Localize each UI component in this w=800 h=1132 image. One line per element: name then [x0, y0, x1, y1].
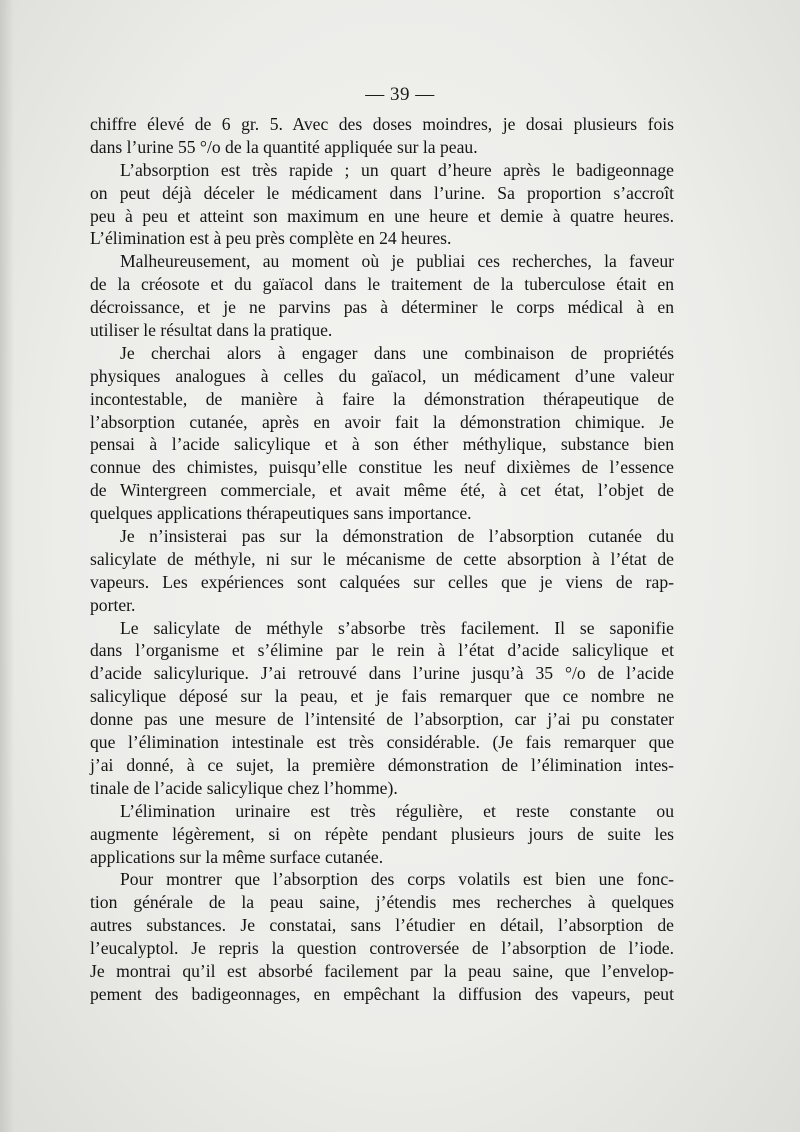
text-line: L’élimination est à peu près complète en 24 heures.	[90, 228, 452, 249]
text-line: Malheureusement, au moment où je publiai ces recherches, la faveur	[120, 251, 674, 272]
text-line: Je n’insisterai pas sur la démonstration de l’absorption cutanée du	[120, 526, 674, 547]
text-line: Je cherchai alors à engager dans une combinaison de propriétés	[120, 342, 674, 363]
text-line: tinale de l’acide salicylique chez l’homme).	[90, 777, 398, 798]
text-line: applications sur la même surface cutanée.	[90, 846, 384, 867]
text-line: physiques analogues à celles du gaïacol, un médicament d’une valeur	[90, 365, 674, 386]
text-line: L’absorption est très rapide ; un quart d’heure après le badigeonnage	[120, 159, 674, 180]
text-line: augmente légèrement, si on répète pendant plusieurs jours de suite les	[90, 823, 674, 844]
text-line: porter.	[90, 594, 136, 615]
text-line: incontestable, de manière à faire la démonstration thérapeutique de	[90, 388, 674, 409]
text-line: tion générale de la peau saine, j’étendis mes recherches à quelques	[90, 892, 674, 913]
text-line: décroissance, et je ne parvins pas à déterminer le corps médical à en	[90, 297, 674, 318]
body-text	[90, 113, 674, 1006]
text-line: que l’élimination intestinale est très considérable. (Je fais remarquer que	[90, 732, 674, 753]
text-line: dans l’urine 55 °/o de la quantité appliquée sur la peau.	[90, 136, 478, 157]
page-number: — 39 —	[365, 84, 435, 105]
text-line: donne pas une mesure de l’intensité de l’absorption, car j’ai pu constater	[90, 709, 674, 730]
text-line: L’élimination urinaire est très régulière, et reste constante ou	[120, 800, 674, 821]
text-line: Le salicylate de méthyle s’absorbe très facilement. Il se saponifie	[120, 617, 674, 638]
page-edge-shadow	[0, 0, 14, 1132]
text-line: de la créosote et du gaïacol dans le traitement de la tuberculose était en	[90, 274, 674, 295]
text-line: Je montrai qu’il est absorbé facilement par la peau saine, que l’envelop-	[90, 960, 674, 981]
text-line: pement des badigeonnages, en empêchant la diffusion des vapeurs, peut	[90, 983, 674, 1004]
text-line: salicylate de méthyle, ni sur le mécanisme de cette absorption à l’état de	[90, 548, 674, 569]
text-line: de Wintergreen commerciale, et avait même été, à cet état, l’objet de	[90, 480, 674, 501]
text-line: autres substances. Je constatai, sans l’étudier en détail, l’absorption de	[90, 915, 674, 936]
text-line: chiffre élevé de 6 gr. 5. Avec des doses moindres, je dosai plusieurs fois	[90, 114, 674, 134]
text-line: utiliser le résultat dans la pratique.	[90, 320, 333, 341]
text-line: Pour montrer que l’absorption des corps volatils est bien une fonc-	[120, 869, 674, 890]
text-line: j’ai donné, à ce sujet, la première démonstration de l’élimination intes-	[90, 754, 674, 775]
text-line: l’eucalyptol. Je repris la question controversée de l’absorption de l’iode.	[90, 938, 674, 959]
text-line: d’acide salicylurique. J’ai retrouvé dans l’urine jusqu’à 35 °/o de l’acide	[90, 663, 674, 684]
text-line: connue des chimistes, puisqu’elle constitue les neuf dixièmes de l’essence	[90, 457, 674, 478]
text-line: dans l’organisme et s’élimine par le rein à l’état d’acide salicylique et	[90, 640, 674, 661]
text-line: on peut déjà déceler le médicament dans l’urine. Sa proportion s’accroît	[90, 182, 674, 203]
text-line: peu à peu et atteint son maximum en une heure et demie à quatre heures.	[90, 205, 674, 226]
text-line: l’absorption cutanée, après en avoir fait la démonstration chimique. Je	[90, 411, 674, 432]
text-line: quelques applications thérapeutiques sans importance.	[90, 503, 472, 524]
text-line: salicylique déposé sur la peau, et je fais remarquer que ce nombre ne	[90, 686, 674, 707]
text-line: vapeurs. Les expériences sont calquées sur celles que je viens de rap-	[90, 571, 674, 592]
text-line: pensai à l’acide salicylique et à son éther méthylique, substance bien	[90, 434, 674, 455]
